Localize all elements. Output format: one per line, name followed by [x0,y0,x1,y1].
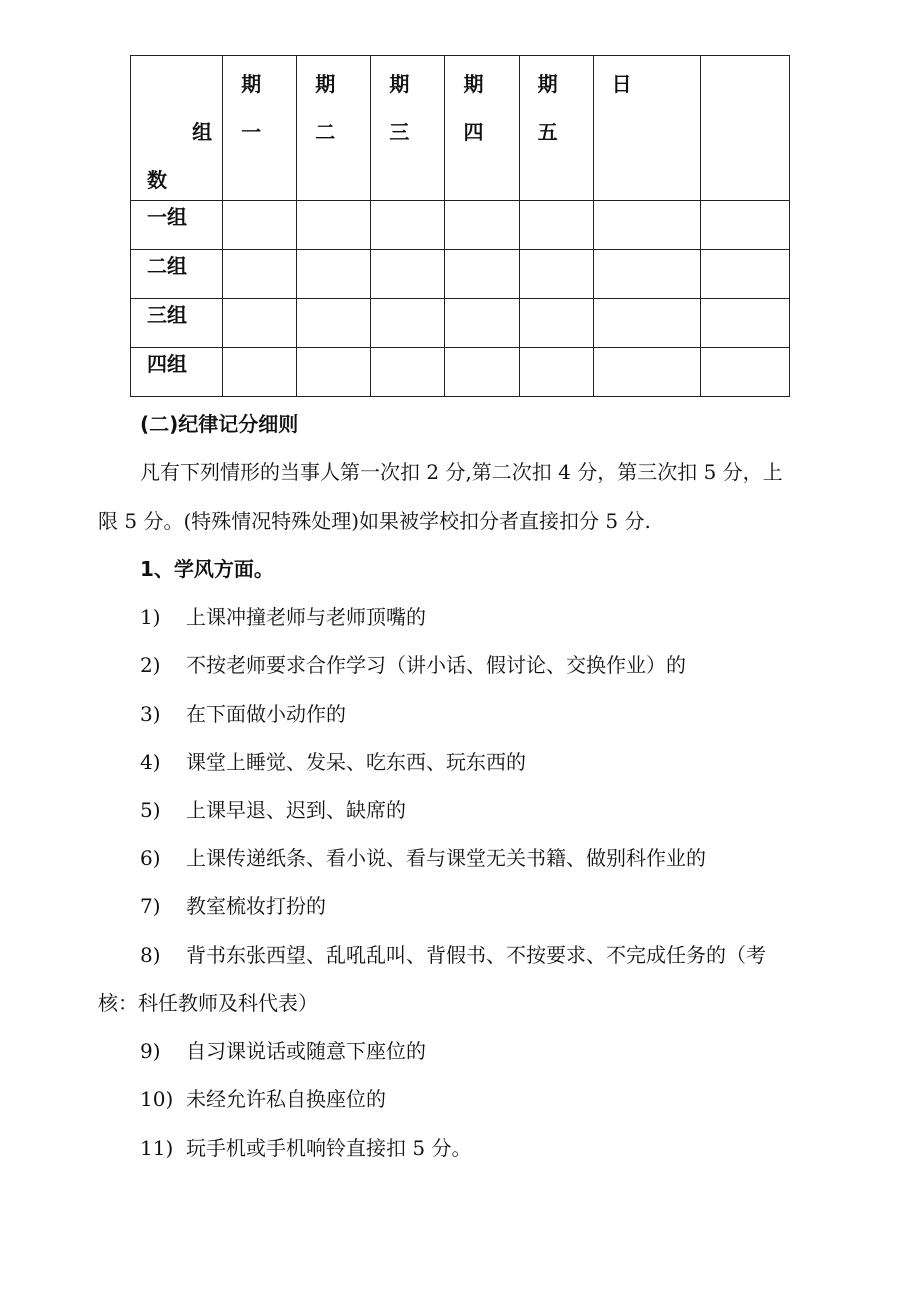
list-item: 7) 教室梳妆打扮的 [140,894,326,918]
table-cell [700,250,789,299]
table-cell [700,348,789,397]
corner-label-bottom: 数 [147,168,167,192]
list-item: 1) 上课冲撞老师与老师顶嘴的 [140,605,426,629]
score-table [130,55,790,397]
list-item: 2) 不按老师要求合作学习（讲小话、假讨论、交换作业）的 [140,653,686,677]
column-header: 期 五 [519,56,593,201]
section-title: (二)纪律记分细则 [140,412,299,436]
list-item-continuation: 核：科任教师及科代表） [98,991,318,1015]
table-cell [445,348,519,397]
table-cell [593,201,700,250]
table-cell [223,299,297,348]
list-item: 6) 上课传递纸条、看小说、看与课堂无关书籍、做别科作业的 [140,846,706,870]
column-header: 日 [593,56,700,201]
table-cell [445,250,519,299]
corner-label-top: 组 [192,120,213,144]
table-row [131,201,790,250]
table-cell [297,250,371,299]
subsection-title: 1、学风方面。 [140,557,274,581]
table-cell [445,201,519,250]
table-cell [700,201,789,250]
column-header: 期 二 [297,56,371,201]
row-label: 一组 [131,201,223,250]
list-item: 10) 未经允许私自换座位的 [140,1087,386,1111]
table-cell [223,201,297,250]
table-cell [371,250,445,299]
table-row [131,250,790,299]
list-item: 11) 玩手机或手机响铃直接扣 5 分。 [140,1136,472,1160]
table-cell [297,348,371,397]
table-row [131,348,790,397]
list-item: 3) 在下面做小动作的 [140,702,346,726]
table-header-row [131,56,790,201]
column-header: 期 三 [371,56,445,201]
table-cell [297,299,371,348]
column-header: 期 一 [223,56,297,201]
table-row [131,299,790,348]
intro-paragraph-line-1: 凡有下列情形的当事人第一次扣 2 分,第二次扣 4 分，第三次扣 5 分，上 [140,460,783,484]
table-cell [519,201,593,250]
table-cell [371,299,445,348]
list-item: 9) 自习课说话或随意下座位的 [140,1039,426,1063]
table-cell [593,299,700,348]
corner-cell [131,56,223,201]
table-cell [593,250,700,299]
column-header [700,56,789,201]
table-cell [371,201,445,250]
table-cell [700,299,789,348]
intro-paragraph-line-2: 限 5 分。(特殊情况特殊处理)如果被学校扣分者直接扣分 5 分. [98,509,651,533]
table-cell [223,250,297,299]
list-item: 5) 上课早退、迟到、缺席的 [140,798,406,822]
table-cell [593,348,700,397]
row-label: 二组 [131,250,223,299]
table-cell [519,348,593,397]
table-cell [519,250,593,299]
table-cell [371,348,445,397]
table-cell [519,299,593,348]
table-cell [297,201,371,250]
row-label: 四组 [131,348,223,397]
table-cell [223,348,297,397]
list-item: 8) 背书东张西望、乱吼乱叫、背假书、不按要求、不完成任务的（考 [140,943,766,967]
table-cell [445,299,519,348]
column-header: 期 四 [445,56,519,201]
row-label: 三组 [131,299,223,348]
list-item: 4) 课堂上睡觉、发呆、吃东西、玩东西的 [140,750,526,774]
